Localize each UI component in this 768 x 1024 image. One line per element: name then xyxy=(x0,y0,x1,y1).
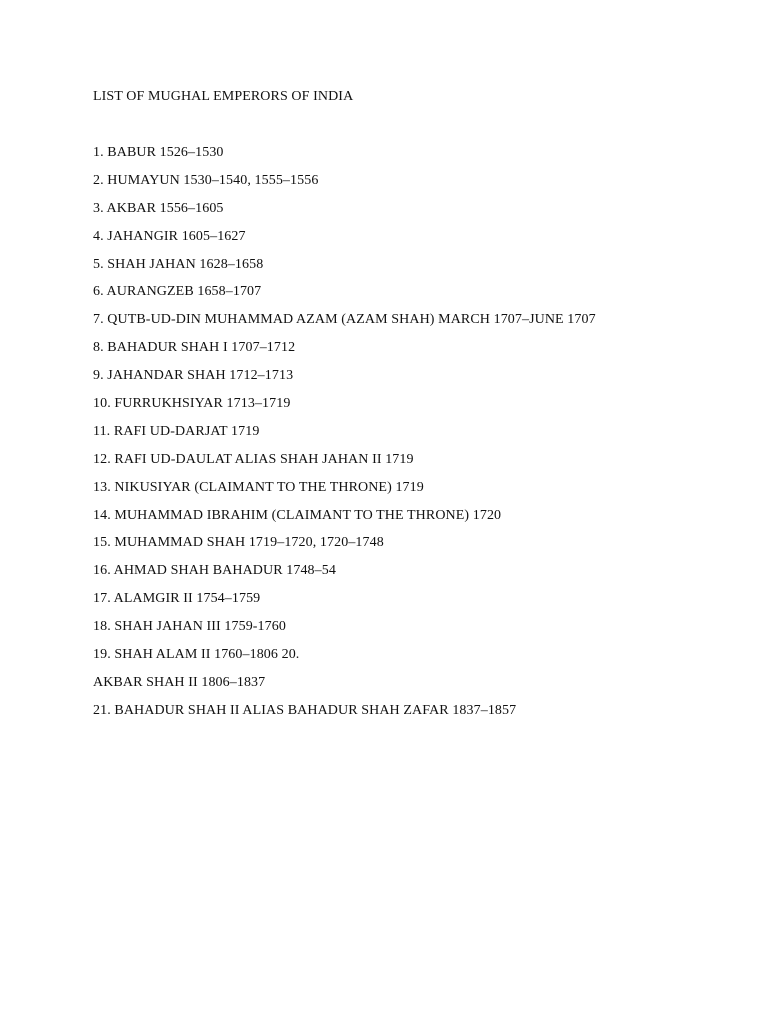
document-title: LIST OF MUGHAL EMPERORS OF INDIA xyxy=(93,89,354,104)
list-item: 15. MUHAMMAD SHAH 1719–1720, 1720–1748 xyxy=(93,535,384,551)
list-item: 10. FURRUKHSIYAR 1713–1719 xyxy=(93,396,291,412)
list-item: 12. RAFI UD-DAULAT ALIAS SHAH JAHAN II 1719 xyxy=(93,451,414,467)
list-item: 2. HUMAYUN 1530–1540, 1555–1556 xyxy=(93,172,319,188)
list-item: 1. BABUR 1526–1530 xyxy=(93,145,224,160)
list-item: 16. AHMAD SHAH BAHADUR 1748–54 xyxy=(93,563,336,579)
list-item: 14. MUHAMMAD IBRAHIM (CLAIMANT TO THE THRONE) 1720 xyxy=(93,507,502,523)
list-item: 17. ALAMGIR II 1754–1759 xyxy=(93,591,261,607)
list-item: AKBAR SHAH II 1806–1837 xyxy=(93,674,266,690)
list-item: 4. JAHANGIR 1605–1627 xyxy=(93,228,246,244)
list-item: 3. AKBAR 1556–1605 xyxy=(93,200,224,216)
list-item: 5. SHAH JAHAN 1628–1658 xyxy=(93,256,264,272)
list-item: 7. QUTB-UD-DIN MUHAMMAD AZAM (AZAM SHAH) MARCH 1707–JUNE 1707 xyxy=(93,312,596,328)
list-item: 21. BAHADUR SHAH II ALIAS BAHADUR SHAH ZAFAR 1837–1857 xyxy=(93,702,517,718)
list-item: 18. SHAH JAHAN III 1759-1760 xyxy=(93,619,286,635)
list-item: 11. RAFI UD-DARJAT 1719 xyxy=(93,423,260,439)
list-item: 8. BAHADUR SHAH I 1707–1712 xyxy=(93,340,296,356)
list-item: 6. AURANGZEB 1658–1707 xyxy=(93,284,262,300)
list-item: 13. NIKUSIYAR (CLAIMANT TO THE THRONE) 1719 xyxy=(93,479,424,495)
document-body xyxy=(93,87,753,729)
emperor-list xyxy=(93,143,753,729)
list-item: 9. JAHANDAR SHAH 1712–1713 xyxy=(93,368,294,384)
list-item: 19. SHAH ALAM II 1760–1806 20. xyxy=(93,647,300,663)
